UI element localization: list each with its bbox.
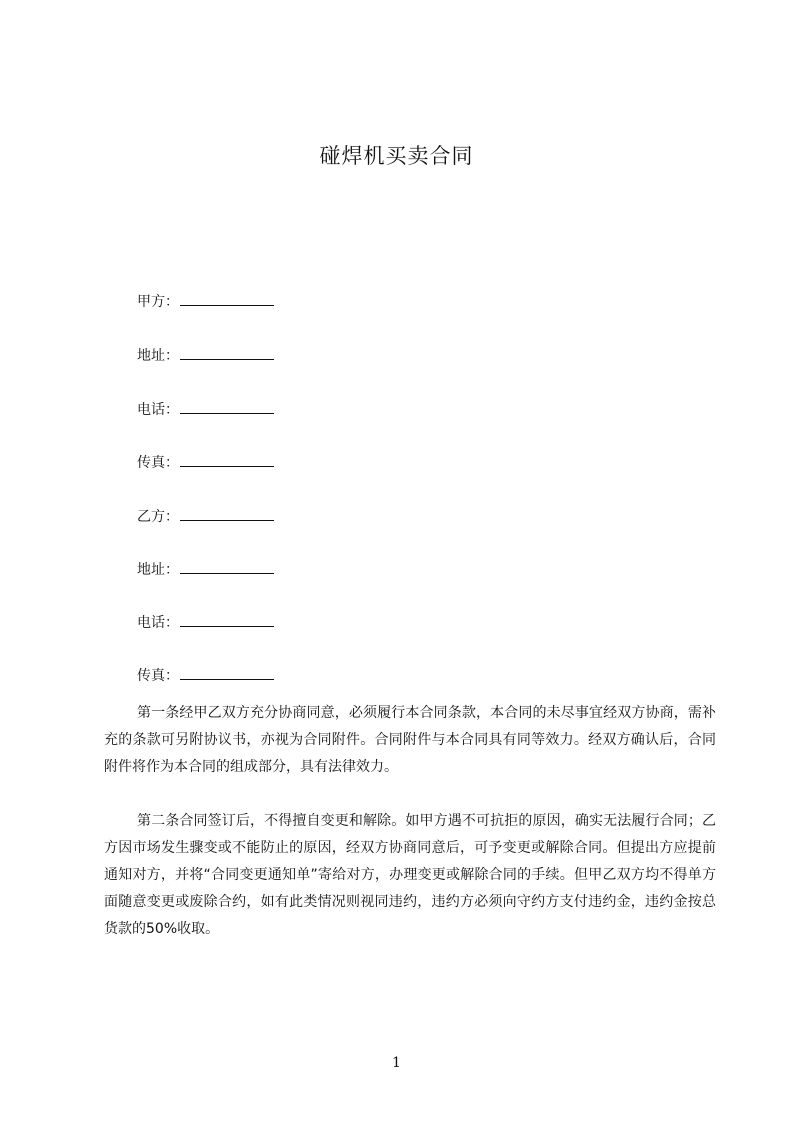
party-a-fax-label: 传真： (137, 455, 179, 471)
party-b-fax-blank (180, 665, 274, 680)
party-b-address-line (137, 559, 274, 580)
party-a-name-line (137, 291, 274, 312)
party-b-phone-blank (180, 612, 274, 627)
party-a-address-blank (180, 345, 274, 360)
clause-2: 第二条合同签订后，不得擅自变更和解除。如甲方遇不可抗拒的原因，确实无法履行合同；乙方因市场发生骤变或不能防止的原因，经双方协商同意后，可予变更或解除合同。但提出方应提前通知对方，并将“合同变更通知单”寄给对方，办理变更或解除合同的手续。但甲乙双方均不得单方面随意变更或废除合约，如有此类情况则视同违约，违约方必须向守约方支付违约金，违约金按总货款的50%收取。 (104, 813, 716, 937)
party-b-fax-label: 传真： (137, 668, 179, 684)
party-a-phone-line (137, 399, 274, 420)
page-number: 1 (392, 1055, 401, 1071)
document-title: 碰焊机买卖合同 (319, 144, 474, 168)
party-b-address-label: 地址： (137, 562, 179, 578)
party-a-phone-label: 电话： (137, 402, 179, 418)
party-a-name-blank (180, 291, 274, 306)
party-a-fax-blank (180, 452, 274, 467)
party-a-address-line (137, 345, 274, 366)
party-b-address-blank (180, 559, 274, 574)
party-b-phone-label: 电话： (137, 615, 179, 631)
party-b-name-line (137, 506, 274, 527)
party-a-name-label: 甲方： (137, 294, 179, 310)
clause-1: 第一条经甲乙双方充分协商同意，必须履行本合同条款，本合同的未尽事宜经双方协商，需补充的条款可另附协议书，亦视为合同附件。合同附件与本合同具有同等效力。经双方确认后，合同附件将作为本合同的组成部分，具有法律效力。 (104, 705, 716, 775)
party-a-fax-line (137, 452, 274, 473)
party-b-phone-line (137, 612, 274, 633)
party-b-name-label: 乙方： (137, 509, 179, 525)
party-a-phone-blank (180, 399, 274, 414)
party-b-fax-line (137, 665, 274, 686)
party-b-name-blank (180, 506, 274, 521)
party-a-address-label: 地址： (137, 348, 179, 364)
